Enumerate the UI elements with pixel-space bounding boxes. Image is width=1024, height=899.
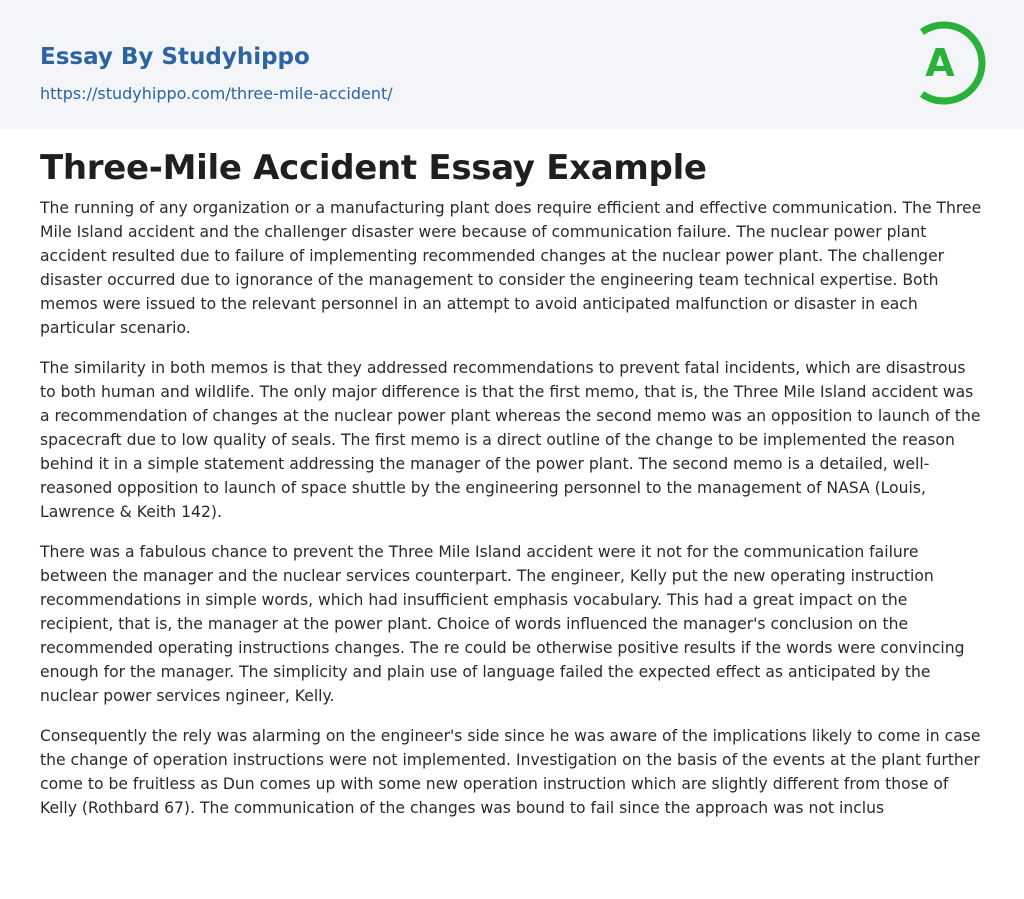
article-title: Three-Mile Accident Essay Example <box>40 148 707 188</box>
site-brand[interactable]: Essay By Studyhippo <box>40 44 310 70</box>
site-header <box>0 0 1024 129</box>
article-paragraph-1: The running of any organization or a manufacturing plant does require efficient and effective communication. The Three Mile Island accident and the challenger disaster were because of communication failure. The nuclear power plant accident resulted due to failure of implementing recommended changes at the nuclear power plant. The challenger disaster occurred due to ignorance of the management to consider the engineering team technical expertise. Both memos were issued to the relevant personnel in an attempt to avoid anticipated malfunction or disaster in each particular scenario. <box>40 199 982 337</box>
svg-text:A: A <box>925 41 955 85</box>
studyhippo-logo-icon[interactable] <box>896 18 986 108</box>
article-paragraph-4: Consequently the rely was alarming on the engineer's side since he was aware of the implications likely to come in case the change of operation instructions were not implemented. Investigation on the basis of the events at the plant further come to be fruitless as Dun comes up with some new operation instruction which are slightly different from those of Kelly (Rothbard 67). The communication of the changes was bound to fail since the approach was not inclus <box>40 727 981 817</box>
article <box>40 148 984 820</box>
article-paragraph-3: There was a fabulous chance to prevent the Three Mile Island accident were it not for the communication failure between the manager and the nuclear services counterpart. The engineer, Kelly put the new operating instruction recommendations in simple words, which had insufficient emphasis vocabulary. This had a great impact on the recipient, that is, the manager at the power plant. Choice of words influenced the manager's conclusion on the recommended operating instructions changes. The re could be otherwise positive results if the words were convincing enough for the manager. The simplicity and plain use of language failed the expected effect as anticipated by the nuclear power services ngineer, Kelly. <box>40 543 965 705</box>
page-url-link[interactable]: https://studyhippo.com/three-mile-accident/ <box>40 84 393 103</box>
article-paragraph-2: The similarity in both memos is that they addressed recommendations to prevent fatal incidents, which are disastrous to both human and wildlife. The only major difference is that the first memo, that is, the Three Mile Island accident was a recommendation of changes at the nuclear power plant whereas the second memo was an opposition to launch of the spacecraft due to low quality of seals. The first memo is a direct outline of the change to be implemented the reason behind it in a simple statement addressing the manager of the power plant. The second memo is a detailed, well-reasoned opposition to launch of space shuttle by the engineering personnel to the management of NASA (Louis, Lawrence & Keith 142). <box>40 359 981 521</box>
